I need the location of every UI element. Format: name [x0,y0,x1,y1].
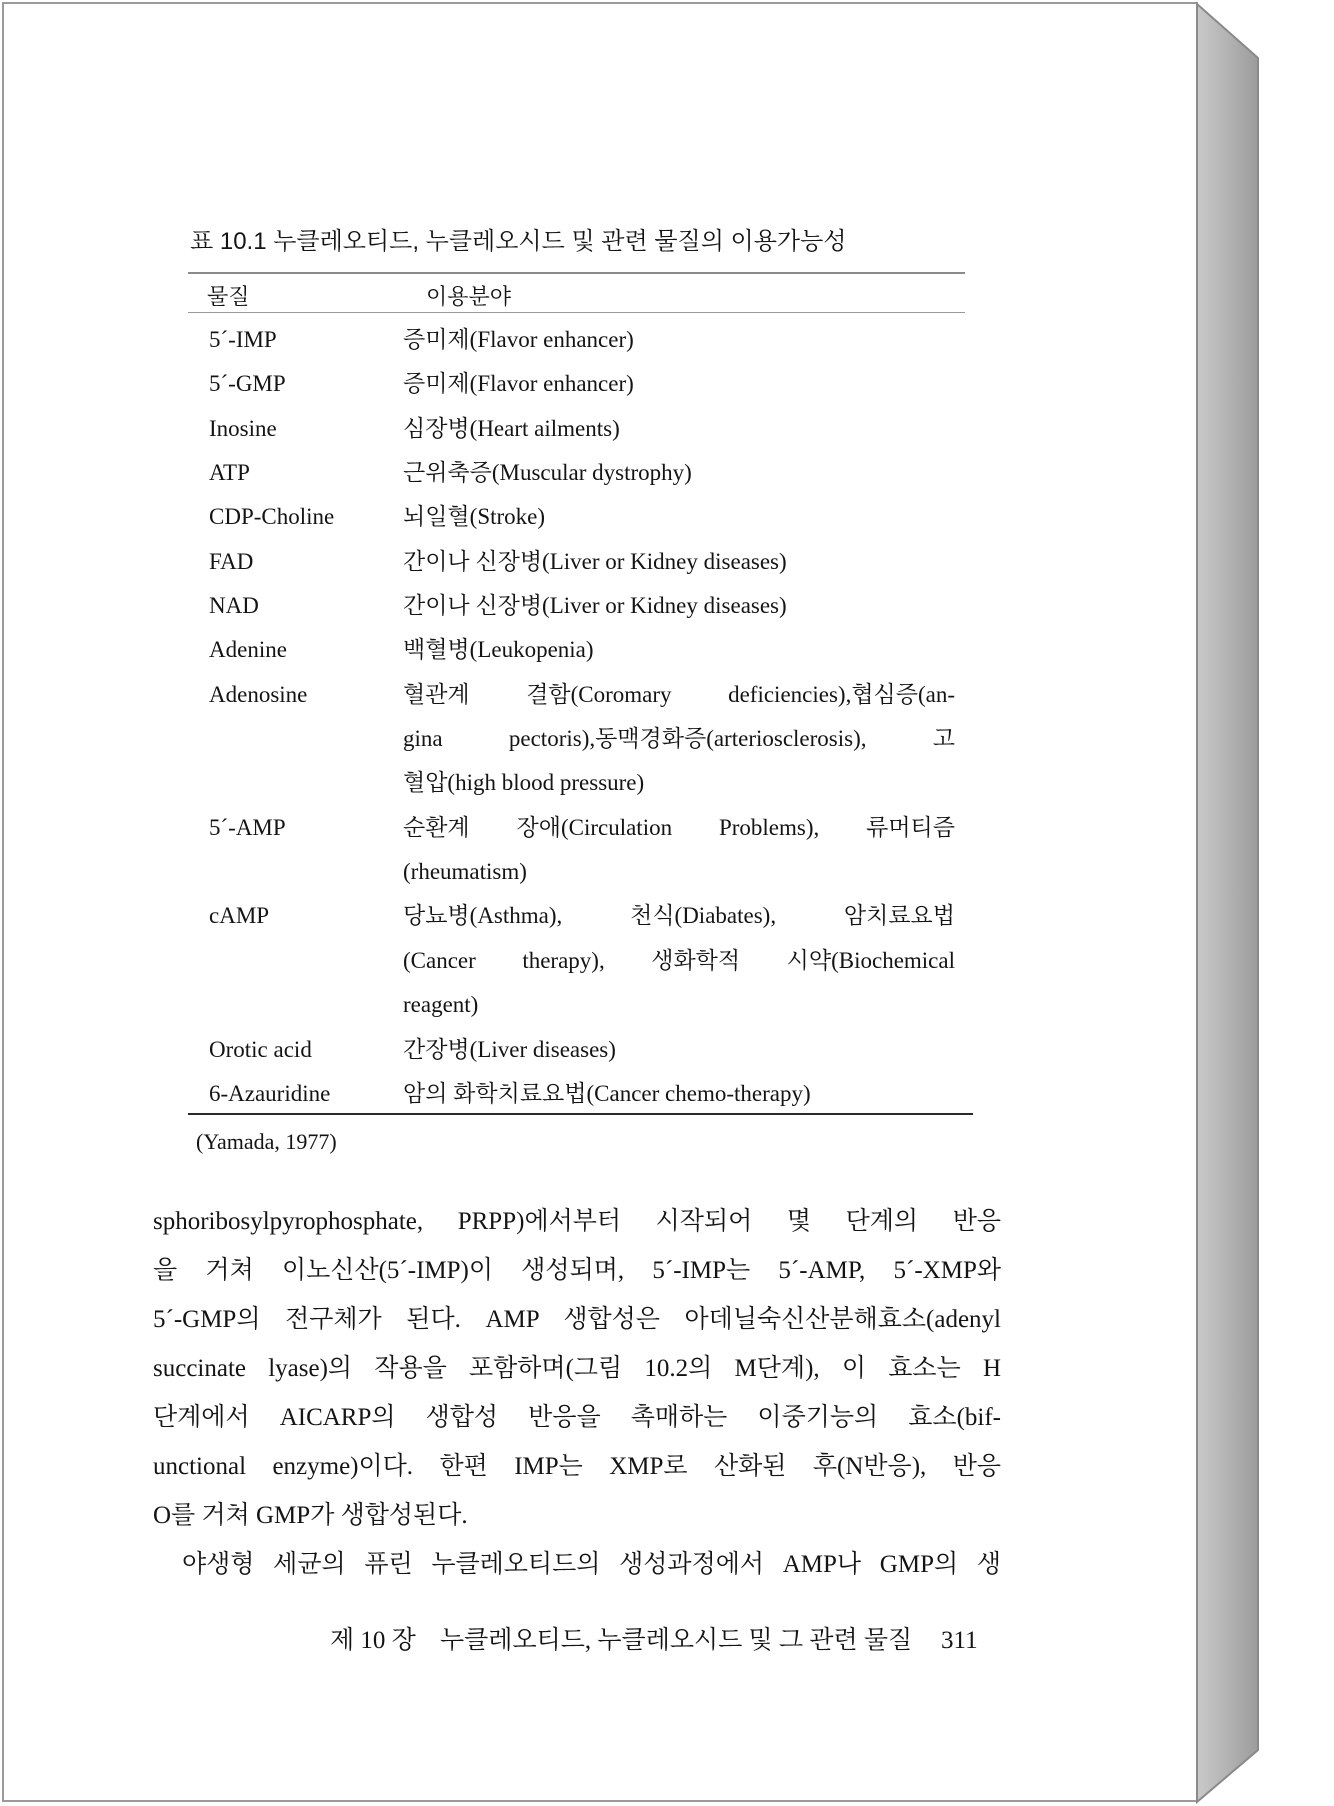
substance-cell: 5´-AMP [209,814,286,840]
table-caption: 표 10.1 누클레오티드, 누클레오시드 및 관련 물질의 이용가능성 [190,228,847,255]
substance-cell: Orotic acid [209,1036,312,1062]
body-line: 단계에서 AICARP의 생합성 반응을 촉매하는 이중기능의 효소(bif- [153,1404,1001,1431]
footer-chapter-title: 누클레오티드, 누클레오시드 및 그 관련 물질 [440,1627,913,1654]
use-cell [403,894,955,1027]
page-number: 311 [941,1627,978,1654]
use-line: 백혈병(Leukopenia) [403,637,594,663]
substance-cell: 6-Azauridine [209,1080,331,1106]
use-line: 간이나 신장병(Liver or Kidney diseases) [403,548,787,574]
column-header-use: 이용분야 [426,284,512,309]
substance-cell: NAD [209,593,259,619]
table-top-rule [188,272,965,274]
body-paragraph [153,1197,1001,1589]
use-line: 순환계 장애(Circulation Problems), 류머티즘 [403,814,955,840]
table-row [209,1072,969,1116]
use-cell [403,1028,955,1072]
use-line: 혈압(high blood pressure) [403,770,645,796]
table-row [209,628,969,672]
table-header-rule [188,312,965,313]
body-line: sphoribosylpyrophosphate, PRPP)에서부터 시작되어 몇 단계의 반응 [153,1208,1001,1235]
substance-cell: CDP-Choline [209,504,335,530]
body-line: 을 거쳐 이노신산(5´-IMP)이 생성되며, 5´-IMP는 5´-AMP, 5´-XMP와 [153,1257,1001,1284]
table-row [209,673,969,806]
body-line: succinate lyase)의 작용을 포함하며(그림 10.2의 M단계), 이 효소는 H [153,1355,1001,1382]
substance-cell: 5´-GMP [209,371,286,397]
use-cell [403,1072,955,1116]
use-line: 당뇨병(Asthma), 천식(Diabates), 암치료요법 [403,903,955,929]
substance-cell: Adenine [209,637,287,663]
substance-cell: FAD [209,548,254,574]
substance-cell: ATP [209,460,250,486]
substance-cell: cAMP [209,903,270,929]
use-line: gina pectoris),동맥경화증(arteriosclerosis), 고 [403,726,955,752]
use-line: 근위축증(Muscular dystrophy) [403,460,692,486]
body-line: 5´-GMP의 전구체가 된다. AMP 생합성은 아데닐숙신산분해효소(adenyl [153,1306,1001,1333]
table-body [209,318,969,1116]
table-source-citation: (Yamada, 1977) [196,1129,337,1154]
table-row [209,894,969,1027]
book-thickness-edge [1197,4,1258,1802]
substance-cell: 5´-IMP [209,327,277,352]
table-row [209,495,969,539]
table-row [209,407,969,451]
use-line: 뇌일혈(Stroke) [403,504,546,530]
use-line: 암의 화학치료요법(Cancer chemo-therapy) [403,1080,811,1106]
body-line: O를 거쳐 GMP가 생합성된다. [153,1502,468,1529]
use-cell [403,628,955,672]
table-bottom-rule [188,1113,973,1115]
substance-cell: Adenosine [209,681,308,707]
table-row [209,806,969,895]
use-cell [403,540,955,584]
use-line: 간이나 신장병(Liver or Kidney diseases) [403,593,787,619]
use-cell [403,451,955,495]
table-row [209,584,969,628]
use-line: 심장병(Heart ailments) [403,415,620,441]
use-line: 간장병(Liver diseases) [403,1036,616,1062]
table-row [209,1028,969,1072]
footer-chapter-label: 제 10 장 [330,1627,416,1654]
substance-cell: Inosine [209,415,277,441]
use-cell [403,318,955,362]
use-cell [403,407,955,451]
use-line: (Cancer therapy), 생화학적 시약(Biochemical [403,947,955,973]
body-line: 야생형 세균의 퓨린 누클레오티드의 생성과정에서 AMP나 GMP의 생 [182,1551,1001,1578]
use-cell [403,806,955,895]
use-cell [403,584,955,628]
use-cell [403,495,955,539]
use-line: reagent) [403,992,479,1018]
body-line: unctional enzyme)이다. 한편 IMP는 XMP로 산화된 후(N반응), 반응 [153,1453,1001,1480]
use-cell [403,362,955,406]
table-row [209,362,969,406]
use-line: (rheumatism) [403,859,527,885]
use-line: 증미제(Flavor enhancer) [403,327,634,352]
column-header-substance: 물질 [207,284,250,309]
use-line: 증미제(Flavor enhancer) [403,371,634,397]
table-row [209,540,969,584]
table-row [209,451,969,495]
use-cell [403,673,955,806]
table-row [209,318,969,362]
use-line: 혈관계 결함(Coromary deficiencies),협심증(an- [403,681,955,707]
